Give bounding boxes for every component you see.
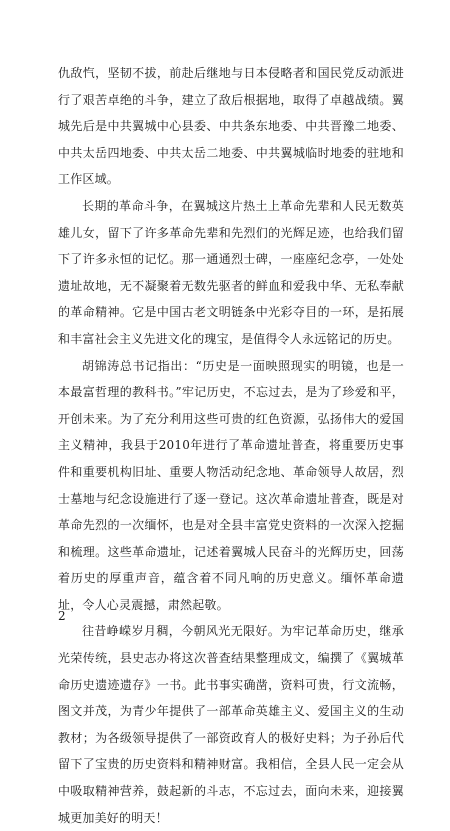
paragraph: 胡锦涛总书记指出：“历史是一面映照现实的明镜，也是一本最富哲理的教科书。”牢记历史，不忘过去，是为了珍爱和平，开创未来。为了充分利用这些可贵的红色资源，弘扬伟大的爱国主义精神，我县于2010年进行了革命遗址普查，将重要历史事件和重要机构旧址、重要人物活动纪念地、革命领导人故居，烈士墓地与纪念设施进行了逐一登记。这次革命遗址普查，既是对革命先烈的一次缅怀，也是对全县丰富党史资料的一次深入挖掘和梳理。这些革命遗址，记述着翼城人民奋斗的光辉历史，回荡着历史的厚重声音，蕴含着不同凡响的历史意义。缅怀革命遗址，令人心灵震撼，肃然起敬。 — [58, 358, 404, 612]
paragraph: 长期的革命斗争，在翼城这片热土上革命先辈和人民无数英雄儿女，留下了许多革命先辈和先烈们的光辉足迹，也给我们留下了许多永恒的记忆。那一通通烈士碑，一座座纪念亭，一处处遗址故地，无不凝聚着无数先驱者的鲜血和爱我中华、无私奉献的革命精神。它是中国古老文明链条中光彩夺目的一环，是拓展和丰富社会主义先进文化的瑰宝，是值得令人永远铭记的历史。 — [58, 198, 404, 346]
body-text — [58, 60, 404, 831]
paragraph: 往昔峥嵘岁月稠，今朝风光无限好。为牢记革命历史，继承光荣传统，县史志办将这次普查结果整理成文，编撰了《翼城革命历史遗迹遗存》一书。此书事实确凿，资料可贵，行文流畅，图文并茂，为青少年提供了一部革命英雄主义、爱国主义的生动教材；为各级领导提供了一部资政育人的极好史料；为子孙后代留下了宝贵的历史资料和精神财富。我相信，全县人民一定会从中吸取精神营养，鼓起新的斗志，不忘过去，面向未来，迎接翼城更加美好的明天！ — [58, 624, 404, 825]
paragraph-continuation: 仇敌忾，坚韧不拔，前赴后继地与日本侵略者和国民党反动派进行了艰苦卓绝的斗争，建立了敌后根据地，取得了卓越战绩。翼城先后是中共翼城中心县委、中共条东地委、中共晋豫二地委、中共太岳四地委、中共太岳二地委、中共翼城临时地委的驻地和工作区域。 — [58, 66, 404, 187]
page-number: 2 — [58, 609, 66, 623]
